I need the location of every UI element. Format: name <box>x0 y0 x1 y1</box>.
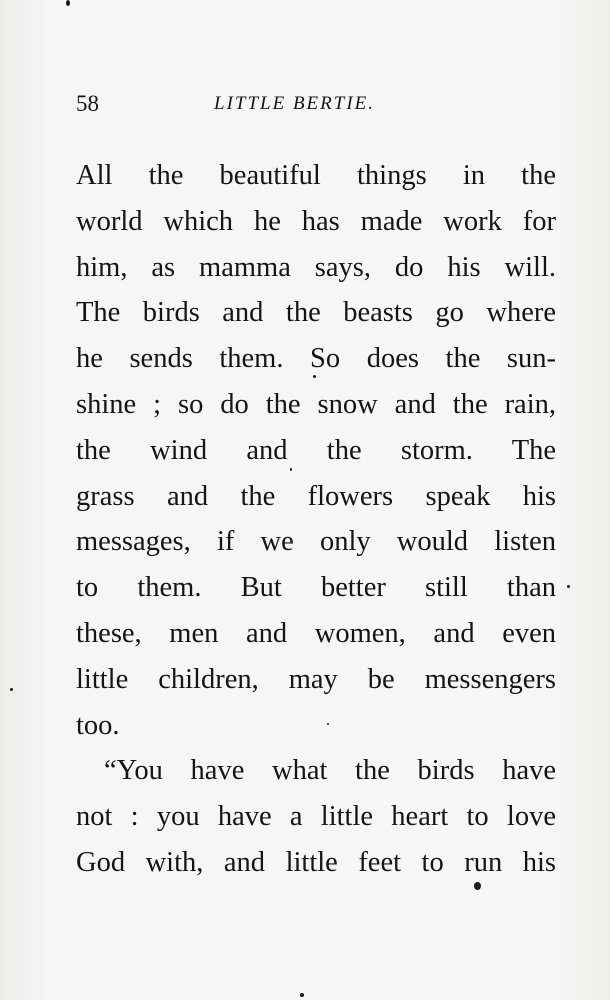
text-line: messages, if we only would listen <box>76 526 556 558</box>
ink-speck <box>474 882 481 890</box>
text-line: to them. But better still than <box>76 572 556 604</box>
ink-speck <box>290 468 292 471</box>
text-line: All the beautiful things in the <box>76 160 556 191</box>
text-line: too. <box>76 709 120 741</box>
text-line: him, as mamma says, do his will. <box>76 251 556 283</box>
ink-speck <box>300 993 304 997</box>
ink-speck <box>313 375 316 378</box>
running-title: LITTLE BERTIE. <box>214 93 376 114</box>
text-line: he sends them. So does the sun- <box>76 343 556 375</box>
text-line: shine ; so do the snow and the rain, <box>76 388 556 420</box>
body-text <box>76 153 556 886</box>
text-line: “You have what the birds have <box>104 755 556 787</box>
text-line: the wind and the storm. The <box>76 434 556 466</box>
ink-speck <box>66 0 70 6</box>
ink-speck <box>327 723 329 725</box>
text-line: these, men and women, and even <box>76 617 556 649</box>
text-line: not : you have a little heart to love <box>76 801 556 833</box>
text-line: The birds and the beasts go where <box>76 297 556 329</box>
text-line: little children, may be messengers <box>76 663 556 695</box>
ink-speck <box>10 688 13 691</box>
ink-speck <box>567 585 570 588</box>
text-line: God with, and little feet to run his <box>76 846 556 878</box>
text-line: grass and the flowers speak his <box>76 480 556 512</box>
page-number: 58 <box>76 91 99 116</box>
text-line: world which he has made work for <box>76 205 556 237</box>
